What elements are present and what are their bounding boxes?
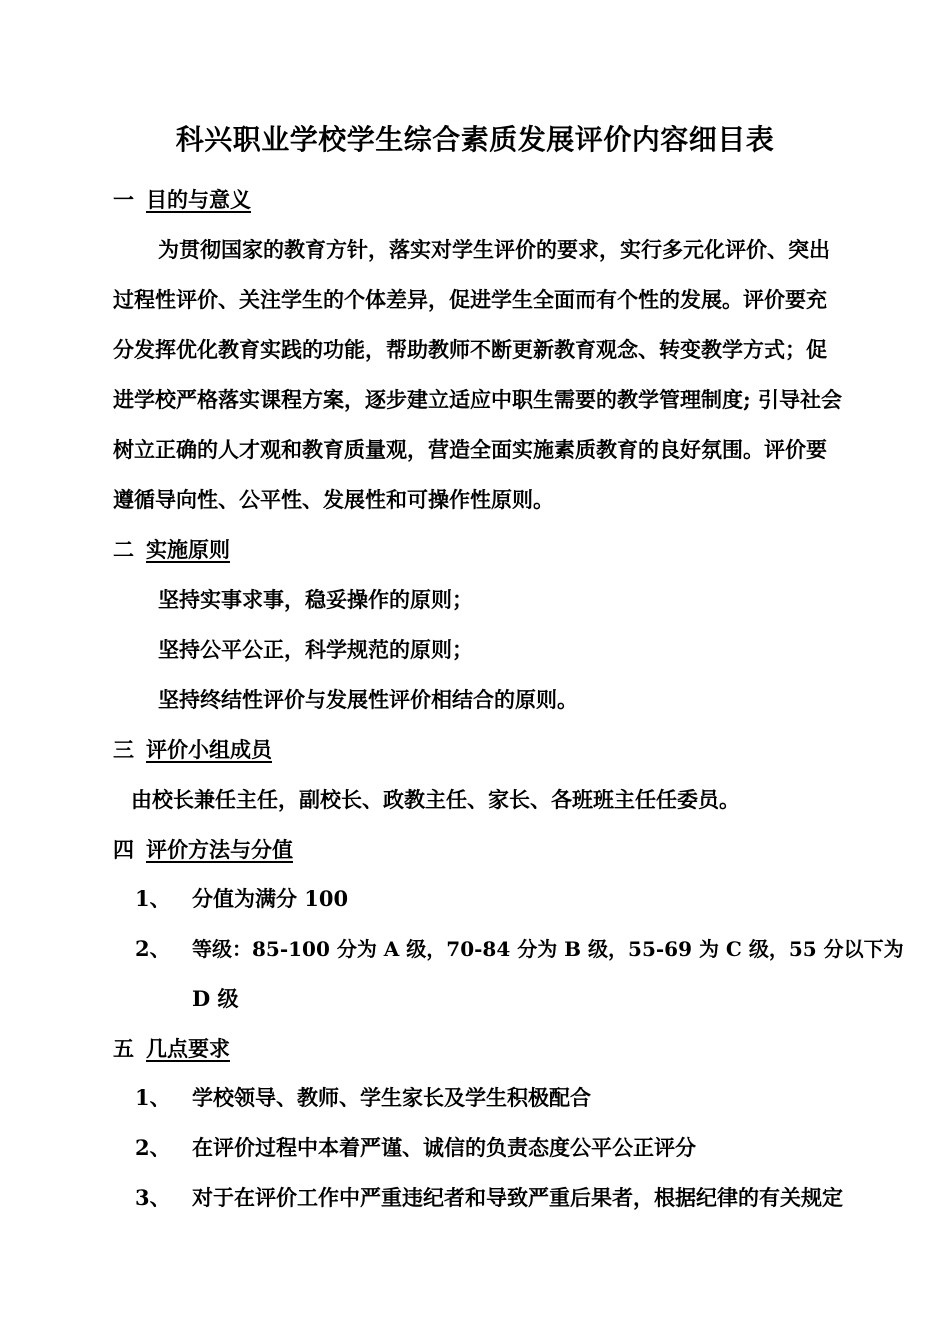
list-number: 2、 bbox=[135, 1135, 171, 1160]
list-number: 1、 bbox=[135, 886, 171, 911]
section-number: 四 bbox=[113, 837, 134, 862]
section-number: 二 bbox=[113, 537, 134, 562]
list-item-continuation: D 级 bbox=[192, 986, 239, 1011]
section-title: 实施原则 bbox=[146, 537, 230, 562]
paragraph-line: 遵循导向性、公平性、发展性和可操作性原则。 bbox=[113, 487, 554, 512]
list-item-text: 分值为满分 100 bbox=[192, 886, 349, 911]
paragraph-line: 分发挥优化教育实践的功能，帮助教师不断更新教育观念、转变教学方式；促 bbox=[113, 337, 827, 362]
paragraph-line: 进学校严格落实课程方案，逐步建立适应中职生需要的教学管理制度; 引导社会 bbox=[113, 387, 843, 412]
list-number: 1、 bbox=[135, 1085, 171, 1110]
section-heading-5 bbox=[113, 1034, 230, 1064]
list-number: 2、 bbox=[135, 936, 171, 961]
section-heading-2 bbox=[113, 535, 230, 565]
list-number: 3、 bbox=[135, 1185, 171, 1210]
section-number: 五 bbox=[113, 1036, 134, 1061]
committee-text: 由校长兼任主任，副校长、政教主任、家长、各班班主任任委员。 bbox=[131, 787, 740, 812]
list-item-text: 学校领导、教师、学生家长及学生积极配合 bbox=[192, 1085, 591, 1110]
section-title: 目的与意义 bbox=[146, 187, 251, 212]
principle-item: 坚持公平公正，科学规范的原则； bbox=[158, 637, 473, 662]
section-number: 一 bbox=[113, 187, 134, 212]
list-item-text: 在评价过程中本着严谨、诚信的负责态度公平公正评分 bbox=[192, 1135, 696, 1160]
section-title: 评价方法与分值 bbox=[146, 837, 293, 862]
section-heading-4 bbox=[113, 835, 293, 865]
paragraph-line: 树立正确的人才观和教育质量观，营造全面实施素质教育的良好氛围。评价要 bbox=[113, 437, 827, 462]
section-heading-3 bbox=[113, 735, 272, 765]
list-item-text: 对于在评价工作中严重违纪者和导致严重后果者，根据纪律的有关规定 bbox=[192, 1185, 843, 1210]
list-item-text: 等级：85-100 分为 A 级，70-84 分为 B 级，55-69 为 C 级，55 分以下为 bbox=[192, 937, 904, 961]
paragraph-line: 过程性评价、关注学生的个体差异，促进学生全面而有个性的发展。评价要充 bbox=[113, 287, 827, 312]
section-heading-1 bbox=[113, 185, 251, 215]
principle-item: 坚持实事求事，稳妥操作的原则； bbox=[158, 587, 473, 612]
section-title: 几点要求 bbox=[146, 1036, 230, 1061]
section-number: 三 bbox=[113, 737, 134, 762]
principle-item: 坚持终结性评价与发展性评价相结合的原则。 bbox=[158, 687, 578, 712]
section-title: 评价小组成员 bbox=[146, 737, 272, 762]
document-title: 科兴职业学校学生综合素质发展评价内容细目表 bbox=[175, 123, 775, 156]
paragraph-line: 为贯彻国家的教育方针，落实对学生评价的要求，实行多元化评价、突出 bbox=[158, 237, 830, 262]
